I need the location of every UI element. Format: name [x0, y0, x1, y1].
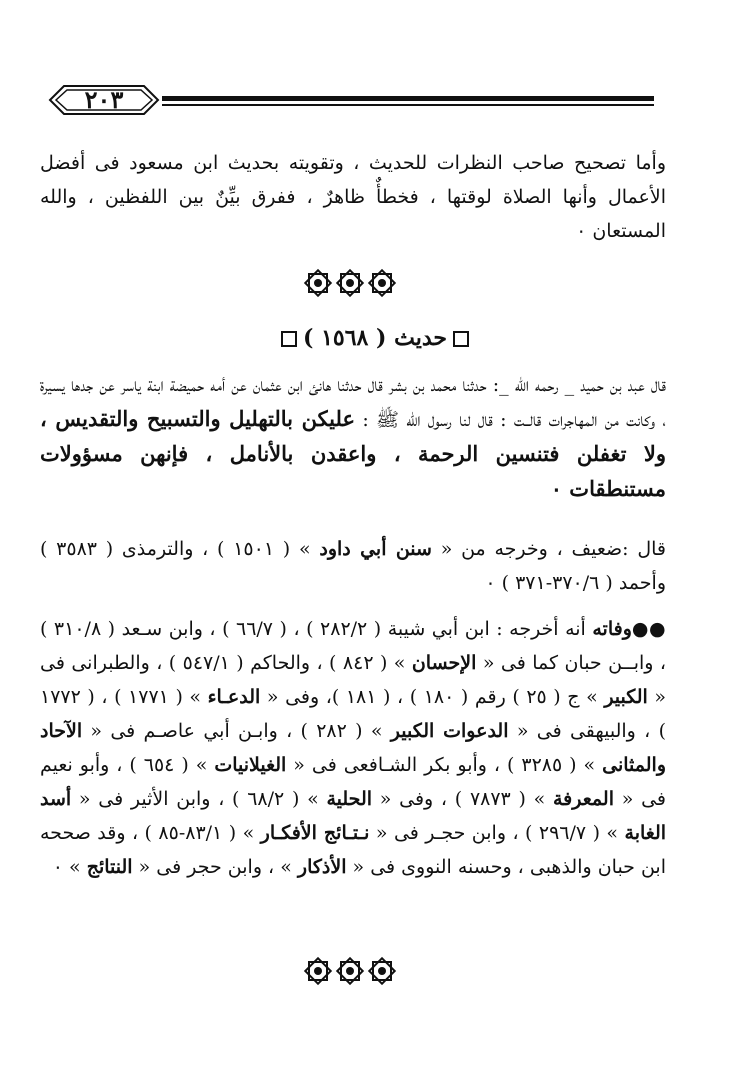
- book-title: أسد الغابة: [40, 788, 667, 844]
- flower-ornament-icon: [303, 268, 333, 298]
- square-bullet-icon: [453, 331, 469, 347]
- book-title: الكبير: [604, 686, 648, 708]
- hadith-matn: عليكن بالتهليل والتسبيح والتقديس ، ولا تغفلن فتنسين الرحمة ، واعقدن بالأنامل ، فإنهن مسؤولات مستنطقات ٠: [40, 406, 666, 501]
- footnote-text: » ، وابن حجر فى «: [138, 856, 292, 878]
- takhrij-footnote: [40, 612, 666, 884]
- footnote-text: » ( ٧٨٧٣ ) ، وفى «: [379, 788, 546, 810]
- book-title: الإحسان: [411, 652, 477, 674]
- page-header: [40, 78, 666, 122]
- hadith-heading-label: حديث ( ١٥٦٨ ): [303, 325, 447, 351]
- book-title: المعرفة: [553, 788, 614, 810]
- hadith-heading: [230, 318, 520, 358]
- hadith-isnad: قال عبد بن حميد _ رحمه الله _: حدثنا محمد بن بشر قال حدثنا هانئ ابن عثمان عن أمه حميضة ابنة ياسر عن جدها يسيرة ، وكانت من المهاجرات قالــت : قال لنا رسول الله ﷺ :: [40, 374, 666, 431]
- flower-ornament-icon: [335, 956, 365, 986]
- book-title: الغيلانيات: [214, 754, 287, 776]
- footnote-text: » ( ٣٢٨٥ ) ، وأبو بكر الشـافعى فى «: [293, 754, 596, 776]
- paragraph-commentary: وأما تصحيح صاحب النظرات للحديث ، وتقويته بحديث ابن مسعود فى أفضل الأعمال وأنها الصلاة لوقتها ، فخطأٌ ظاهرٌ ، ففرق بيِّنٌ بين اللفظين ، والله المستعان ٠: [40, 152, 666, 242]
- header-rule-thin: [162, 104, 654, 106]
- page-number-badge: [48, 80, 160, 120]
- footnote-bullet: ●●: [631, 618, 666, 640]
- flower-ornament-icon: [335, 268, 365, 298]
- end-divider-ornament: [300, 956, 400, 990]
- flower-ornament-icon: [367, 956, 397, 986]
- hadith-grading: [40, 532, 666, 600]
- book-title: الدعوات الكبير: [390, 720, 509, 742]
- book-title: الأذكار: [297, 856, 347, 878]
- footnote-text: أنه أخرجه : ابن أبي شيبة ( ٢٨٢/٢ ) ، ( ٦٦/٧ ) ، وابن سـعد ( ٣١٠/٨ ) ، وابــن حبان كما فى «: [40, 618, 666, 674]
- footnote-text: » ( ٦٥٤ ) ، وأبو نعيم فى «: [40, 754, 666, 810]
- footnote-text: » ( ١٧٧١ ) ، ( ١٧٧٢ ) ، والبيهقى فى «: [40, 686, 666, 742]
- header-rule-thick: [162, 96, 654, 101]
- flower-ornament-icon: [303, 956, 333, 986]
- book-title: الآحاد والمثانى: [40, 720, 666, 776]
- grading-text-2: » ( ١٥٠١ ) ، والترمذى ( ٣٥٨٣ ) وأحمد ( ٣٧٠/٦-٣٧١ ) ٠: [40, 538, 666, 594]
- section-divider-ornament: [300, 268, 400, 302]
- book-title: الحلية: [326, 788, 373, 810]
- square-bullet-icon: [281, 331, 297, 347]
- footnote-text: » ( ٨٣/١-٨٥ ) ، وقد صححه ابن حبان والذهبى ، وحسنه النووى فى «: [40, 822, 666, 878]
- footnote-text: » ٠: [52, 856, 81, 878]
- footnote-text: » ( ٢٨٢ ) ، وابـن أبي عاصـم فى «: [90, 720, 383, 742]
- footnote-text: » ( ٦٨/٢ ) ، وابن الأثير فى «: [78, 788, 319, 810]
- book-title: النتائج: [86, 856, 133, 878]
- book-title: نـتـائج الأفكـار: [260, 822, 370, 844]
- grading-text-1: قال :ضعيف ، وخرجه من «: [440, 538, 666, 560]
- footnote-text: » ( ٨٤٢ ) ، والحاكم ( ٥٤٧/١ ) ، والطبرانى فى «: [40, 652, 667, 708]
- footnote-text: » ( ٢٩٦/٧ ) ، وابن حجـر فى «: [375, 822, 619, 844]
- book-title: الدعـاء: [207, 686, 261, 708]
- grading-book-title: سنن أبي داود: [319, 538, 432, 560]
- footnote-text: » ج ( ٢٥ ) رقم ( ١٨٠ ) ، ( ١٨١ )، وفى «: [266, 686, 598, 708]
- hadith-text: [40, 368, 666, 507]
- page-number: ٢٠٣: [84, 85, 124, 114]
- flower-ornament-icon: [367, 268, 397, 298]
- footnote-lead: وفاته: [592, 618, 632, 640]
